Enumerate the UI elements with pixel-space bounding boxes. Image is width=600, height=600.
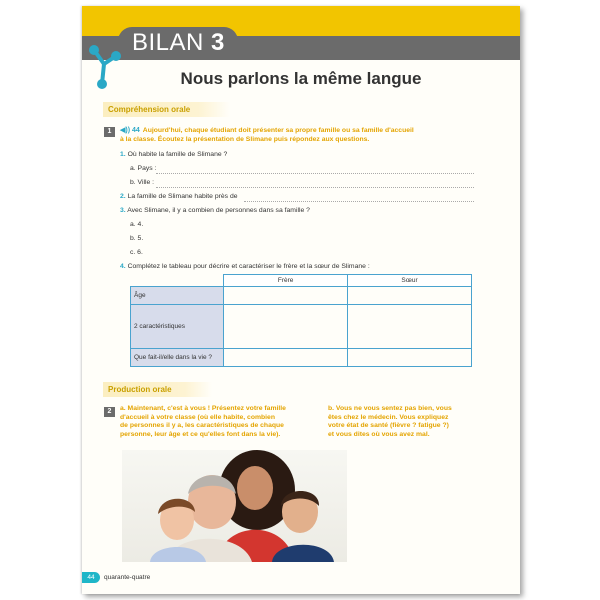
family-photo <box>122 450 347 562</box>
table-cell[interactable] <box>224 305 348 349</box>
question-3-text: Avec Slimane, il y a combien de personnes dans sa famille ? <box>127 207 310 214</box>
table-row <box>131 349 472 367</box>
table-cell[interactable] <box>348 287 472 305</box>
question-4-number: 4. <box>120 263 126 270</box>
question-1-text: Où habite la famille de Slimane ? <box>127 151 228 158</box>
exercise-1-instruction <box>120 126 500 144</box>
question-3 <box>120 207 310 214</box>
question-3b[interactable]: b. 5. <box>130 235 144 242</box>
bilan-number: 3 <box>211 29 225 56</box>
exercise-2-number: 2 <box>104 407 115 417</box>
exercise-2a-line: personne, leur âge et ce qu'elles font dans la vie). <box>120 430 281 438</box>
exercise-1-number: 1 <box>104 127 115 137</box>
table-header-soeur: Sœur <box>348 275 472 287</box>
section-label-comprehension: Compréhension orale <box>103 102 230 117</box>
page-number-tab: 44 <box>82 572 100 583</box>
table-cell[interactable] <box>348 349 472 367</box>
answer-line-1b[interactable] <box>156 187 474 188</box>
question-1-number: 1. <box>120 151 126 158</box>
question-1 <box>120 151 227 158</box>
description-table <box>130 274 472 367</box>
table-row-label: Âge <box>131 287 224 305</box>
question-3a[interactable]: a. 4. <box>130 221 144 228</box>
table-header-row <box>131 275 472 287</box>
answer-line-2[interactable] <box>244 201 474 202</box>
instruction-line-2: à la classe. Écoutez la présentation de Slimane puis répondez aux questions. <box>120 136 370 143</box>
question-2 <box>120 193 238 200</box>
exercise-2b-line: b. Vous ne vous sentez pas bien, vous <box>328 405 452 412</box>
question-1b: b. Ville : <box>130 179 155 186</box>
exercise-2b-line: et vous dites où vous avez mal. <box>328 430 430 438</box>
question-2-number: 2. <box>120 193 126 200</box>
page-number-words: quarante-quatre <box>104 574 151 581</box>
instruction-line-1: Aujourd'hui, chaque étudiant doit présenter sa propre famille ou sa famille d'accueil <box>142 127 414 134</box>
table-row-label: 2 caractéristiques <box>131 305 224 349</box>
question-4 <box>120 263 370 270</box>
exercise-2a-line: de personnes il y a, les caractéristiques de chaque <box>120 422 284 430</box>
table-row <box>131 305 472 349</box>
table-row-label: Que fait-il/elle dans la vie ? <box>131 349 224 367</box>
bilan-heading <box>132 29 225 57</box>
table-row <box>131 287 472 305</box>
exercise-2a-line: a. Maintenant, c'est à vous ! Présentez votre famille <box>120 405 286 412</box>
question-3c[interactable]: c. 6. <box>130 249 143 256</box>
table-cell[interactable] <box>348 305 472 349</box>
page-title: Nous parlons la même langue <box>180 69 422 88</box>
table-corner <box>131 275 224 287</box>
section-label-production: Production orale <box>103 382 212 397</box>
question-4-text: Complétez le tableau pour décrire et caractériser le frère et la sœur de Slimane : <box>127 263 370 270</box>
exercise-2b-line: votre état de santé (fièvre ? fatigue ?) <box>328 422 449 430</box>
exercise-2a-line: d'accueil à votre classe (où elle habite, combien <box>120 413 275 421</box>
bilan-word: BILAN <box>132 29 204 56</box>
bilan-tab <box>118 27 238 59</box>
exercise-2b <box>328 405 508 439</box>
question-2-text: La famille de Slimane habite près de <box>127 193 238 200</box>
table-cell[interactable] <box>224 287 348 305</box>
exercise-2b-line: êtes chez le médecin. Vous expliquez <box>328 413 449 421</box>
question-3-number: 3. <box>120 207 126 214</box>
exercise-2a <box>120 405 340 439</box>
question-1a: a. Pays : <box>130 165 157 172</box>
answer-line-1a[interactable] <box>156 173 474 174</box>
table-header-frere: Frère <box>224 275 348 287</box>
audio-icon[interactable]: ◀)) 44 <box>120 127 140 134</box>
table-cell[interactable] <box>224 349 348 367</box>
textbook-page <box>82 6 520 594</box>
